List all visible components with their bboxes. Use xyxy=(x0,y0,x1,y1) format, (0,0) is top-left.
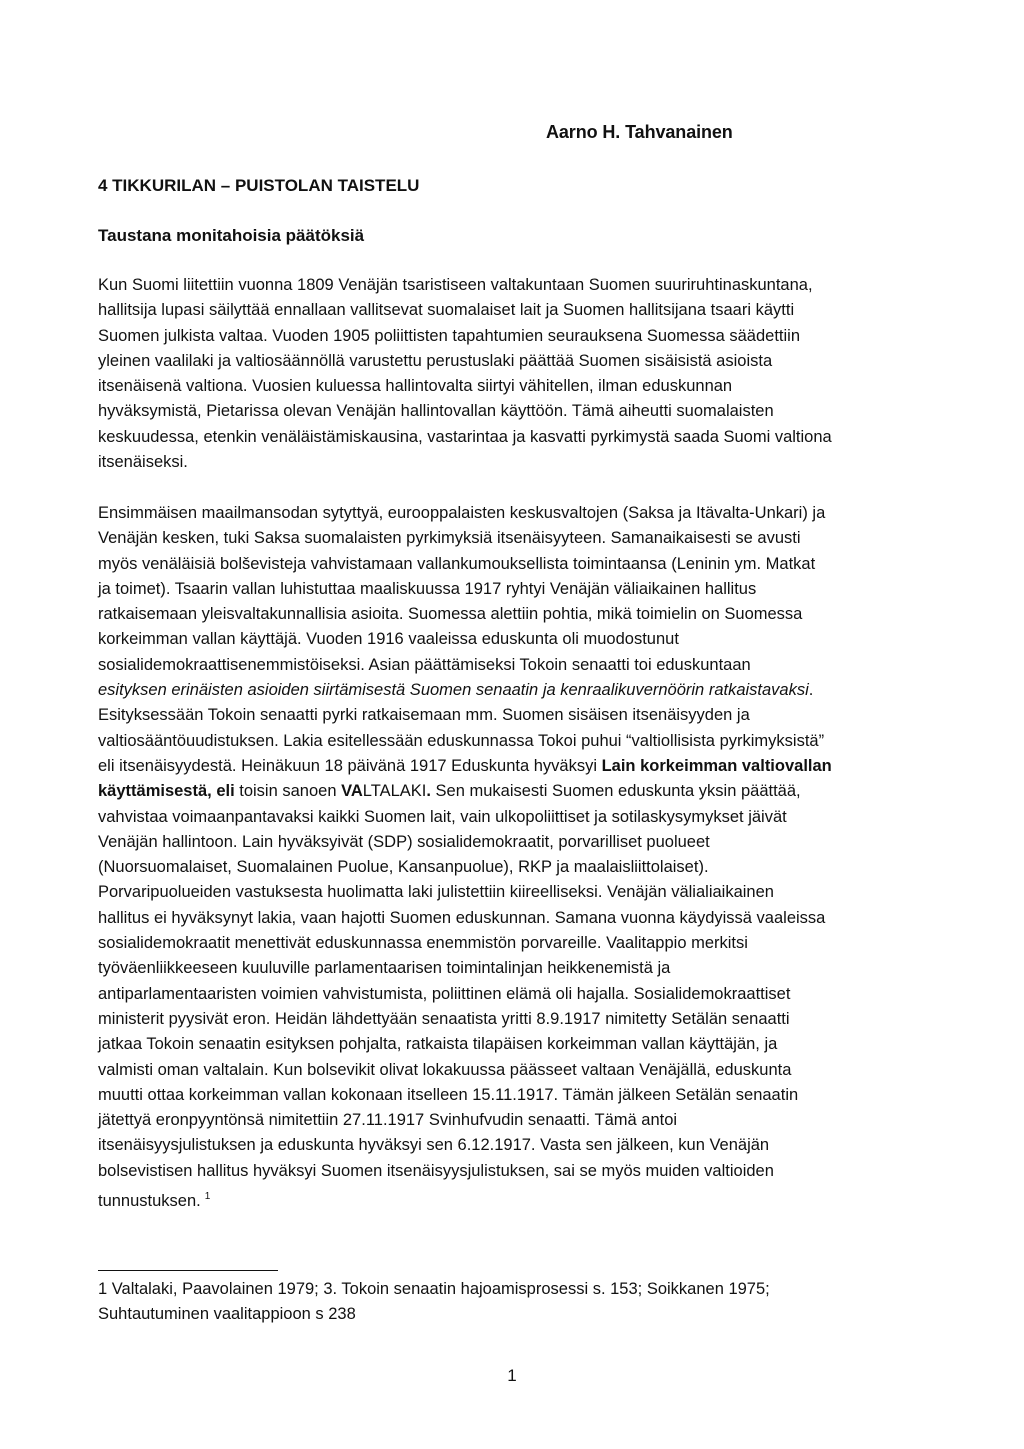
text-segment: jätettyä eronpyyntönsä nimitettiin 27.11.1917 Svinhufvudin senaatti. Tämä antoi xyxy=(98,1111,678,1130)
text-line xyxy=(98,1007,924,1032)
page-number: 1 xyxy=(507,1366,517,1385)
chapter-heading: 4 TIKKURILAN – PUISTOLAN TAISTELU xyxy=(98,176,420,195)
text-line xyxy=(98,1083,924,1108)
text-segment: VA xyxy=(341,782,363,801)
text-line xyxy=(98,805,924,830)
text-line xyxy=(98,324,924,349)
text-line xyxy=(98,602,924,627)
text-line xyxy=(98,374,924,399)
text-line xyxy=(98,450,924,475)
text-line xyxy=(98,1184,924,1214)
text-segment: Porvaripuolueiden vastuksesta huolimatta laki julistettiin kiireelliseksi. Venäjän välialiaikainen xyxy=(98,883,774,902)
author-name: Aarno H. Tahvanainen xyxy=(546,122,733,142)
text-segment: sosialidemokraatit menettivät eduskunnassa enemmistön porvareille. Vaalitappio merkitsi xyxy=(98,934,748,953)
text-segment: käyttämisestä, eli xyxy=(98,782,235,801)
text-segment: eli itsenäisyydestä. Heinäkuun 18 päivänä 1917 Eduskunta hyväksyi xyxy=(98,756,602,775)
text-line xyxy=(98,526,924,551)
text-segment: esityksen erinäisten asioiden siirtämisestä Suomen senaatin ja kenraalikuvernöörin ratkaistavaksi xyxy=(98,681,809,700)
text-line xyxy=(98,830,924,855)
text-segment: itsenäisyysjulistuksen ja eduskunta hyväksyi sen 6.12.1917. Vasta sen jälkeen, kun Venäjän xyxy=(98,1136,770,1155)
text-segment: ratkaisemaan yleisvaltakunnallisia asioita. Suomessa alettiin pohtia, mikä toimielin on Suomessa xyxy=(98,605,803,624)
text-line xyxy=(98,1133,924,1158)
footnote-line: 1 Valtalaki, Paavolainen 1979; 3. Tokoin senaatin hajoamisprosessi s. 153; Soikkanen 1975; xyxy=(98,1280,770,1298)
text-line xyxy=(98,906,924,931)
footnote-line: Suhtautuminen vaalitappioon s 238 xyxy=(98,1305,356,1324)
text-line xyxy=(98,880,924,905)
text-segment: itsenäisenä valtiona. Vuosien kuluessa hallintovalta siirtyi vähitellen, ilman eduskunnan xyxy=(98,377,733,396)
text-segment: korkeimman vallan käyttäjä. Vuoden 1916 vaaleissa eduskunta oli muodostunut xyxy=(98,630,679,649)
text-line xyxy=(98,501,924,526)
text-line xyxy=(98,956,924,981)
text-segment: LTALAKI xyxy=(362,782,427,801)
text-segment: vahvistaa voimaanpantavaksi kaikki Suomen lait, vain ulkopoliittiset ja sotilaskysymykset jäivät xyxy=(98,807,787,826)
text-segment: ministerit pyysivät eron. Heidän lähdettyään senaatista yritti 8.9.1917 nimitetty Setälän senaatti xyxy=(98,1009,790,1028)
text-segment: muutti ottaa korkeimman vallan kokonaan itselleen 15.11.1917. Tämän jälkeen Setälän senaatin xyxy=(98,1085,799,1104)
text-line xyxy=(98,273,924,298)
text-line xyxy=(98,982,924,1007)
section-heading: Taustana monitahoisia päätöksiä xyxy=(98,226,365,245)
text-segment: hallitus ei hyväksynyt lakia, vaan hajotti Suomen eduskunnan. Samana vuonna käydyissä vaaleissa xyxy=(98,908,826,927)
text-segment: Venäjän kesken, tuki Saksa suomalaisten pyrkimyksiä itsenäisyyteen. Samanaikaisesti se avusti xyxy=(98,529,801,548)
text-segment: Suomen julkista valtaa. Vuoden 1905 poliittisten tapahtumien seurauksena Suomessa säädettiin xyxy=(98,326,800,345)
text-segment: Sen mukaisesti Suomen eduskunta yksin päättää, xyxy=(430,782,801,801)
text-line xyxy=(98,552,924,577)
text-segment: ja toimet). Tsaarin vallan luhistuttaa maaliskuussa 1917 ryhtyi Venäjän väliaikainen hallitus xyxy=(98,579,757,598)
text-segment: keskuudessa, etenkin venäläistämiskausina, vastarintaa ja kasvatti pyrkimystä saada Suomi valtiona xyxy=(98,427,832,446)
text-line xyxy=(98,1159,924,1184)
text-line xyxy=(98,1108,924,1133)
footnote-reference: 1 xyxy=(204,1191,211,1203)
text-segment: Venäjän hallintoon. Lain hyväksyivät (SDP) sosialidemokraatit, porvarilliset puolueet xyxy=(98,832,710,851)
text-segment: sosialidemokraattisenemmistöiseksi. Asian päättämiseksi Tokoin senaatti toi eduskuntaan xyxy=(98,655,751,674)
text-line xyxy=(98,754,924,779)
text-segment: toisin sanoen xyxy=(234,782,342,801)
text-segment: myös venäläisiä bolševisteja vahvistamaan vallankumouksellista toimintaansa (Leninin ym. Matkat xyxy=(98,554,816,573)
text-segment: työväenliikkeeseen kuuluville parlamentaarisen toimintalinjan heikkenemistä ja xyxy=(98,959,671,978)
text-segment: . xyxy=(808,681,814,700)
text-segment: Lain korkeimman valtiovallan xyxy=(601,756,832,775)
text-segment: yleinen vaalilaki ja valtiosäännöllä varustettu perustuslaki päättää Suomen sisäisistä asioista xyxy=(98,351,773,370)
text-line xyxy=(98,1032,924,1057)
text-segment: tunnustuksen. xyxy=(98,1192,201,1211)
text-segment: bolsevistisen hallitus hyväksyi Suomen itsenäisyysjulistuksen, sai se myös muiden valtioiden xyxy=(98,1161,774,1180)
text-segment: antiparlamentaaristen voimien vahvistumista, poliittinen elämä oli hajalla. Sosialidemokraattiset xyxy=(98,984,791,1003)
text-line xyxy=(98,703,924,728)
body-paragraph-1 xyxy=(98,273,924,475)
body-paragraph-2 xyxy=(98,501,924,1214)
text-segment: Kun Suomi liitettiin vuonna 1809 Venäjän tsaristiseen valtakuntaan Suomen suuriruhtinaskuntana, xyxy=(98,276,813,294)
text-segment: Esityksessään Tokoin senaatti pyrki ratkaisemaan mm. Suomen sisäisen itsenäisyyden ja xyxy=(98,706,750,725)
footnote xyxy=(98,1277,924,1328)
text-line xyxy=(98,678,924,703)
text-line xyxy=(98,399,924,424)
text-segment: . xyxy=(426,782,431,801)
text-line xyxy=(98,931,924,956)
text-line xyxy=(98,627,924,652)
text-segment: (Nuorsuomalaiset, Suomalainen Puolue, Kansanpuolue), RKP ja maalaisliittolaiset). xyxy=(98,858,709,877)
text-line xyxy=(98,577,924,602)
text-segment: valtiosääntöuudistuksen. Lakia esitellessään eduskunnassa Tokoi puhui “valtiollisista pyrkimyksistä” xyxy=(98,731,825,750)
text-segment: jatkaa Tokoin senaatin esityksen pohjalta, ratkaista tilapäisen korkeimman vallan käyttäjän, ja xyxy=(98,1035,778,1054)
text-line xyxy=(98,653,924,678)
text-segment: Ensimmäisen maailmansodan sytyttyä, eurooppalaisten keskusvaltojen (Saksa ja Itävalta-Unkari) ja xyxy=(98,504,826,522)
text-line xyxy=(98,729,924,754)
text-segment: hallitsija lupasi säilyttää ennallaan vallitsevat suomalaiset lait ja Suomen hallitsijana tsaari käytti xyxy=(98,301,795,320)
text-segment: hyväksymistä, Pietarissa olevan Venäjän hallintovallan käyttöön. Tämä aiheutti suomalaisten xyxy=(98,402,774,421)
text-line xyxy=(98,298,924,323)
text-line xyxy=(98,1058,924,1083)
footnote-divider xyxy=(98,1270,278,1271)
text-line xyxy=(98,779,924,804)
text-segment: valmisti oman valtalain. Kun bolsevikit olivat lokakuussa päässeet valtaan Venäjällä, eduskunta xyxy=(98,1060,792,1079)
text-line xyxy=(98,425,924,450)
text-line xyxy=(98,855,924,880)
text-line xyxy=(98,349,924,374)
text-segment: itsenäiseksi. xyxy=(98,453,188,472)
